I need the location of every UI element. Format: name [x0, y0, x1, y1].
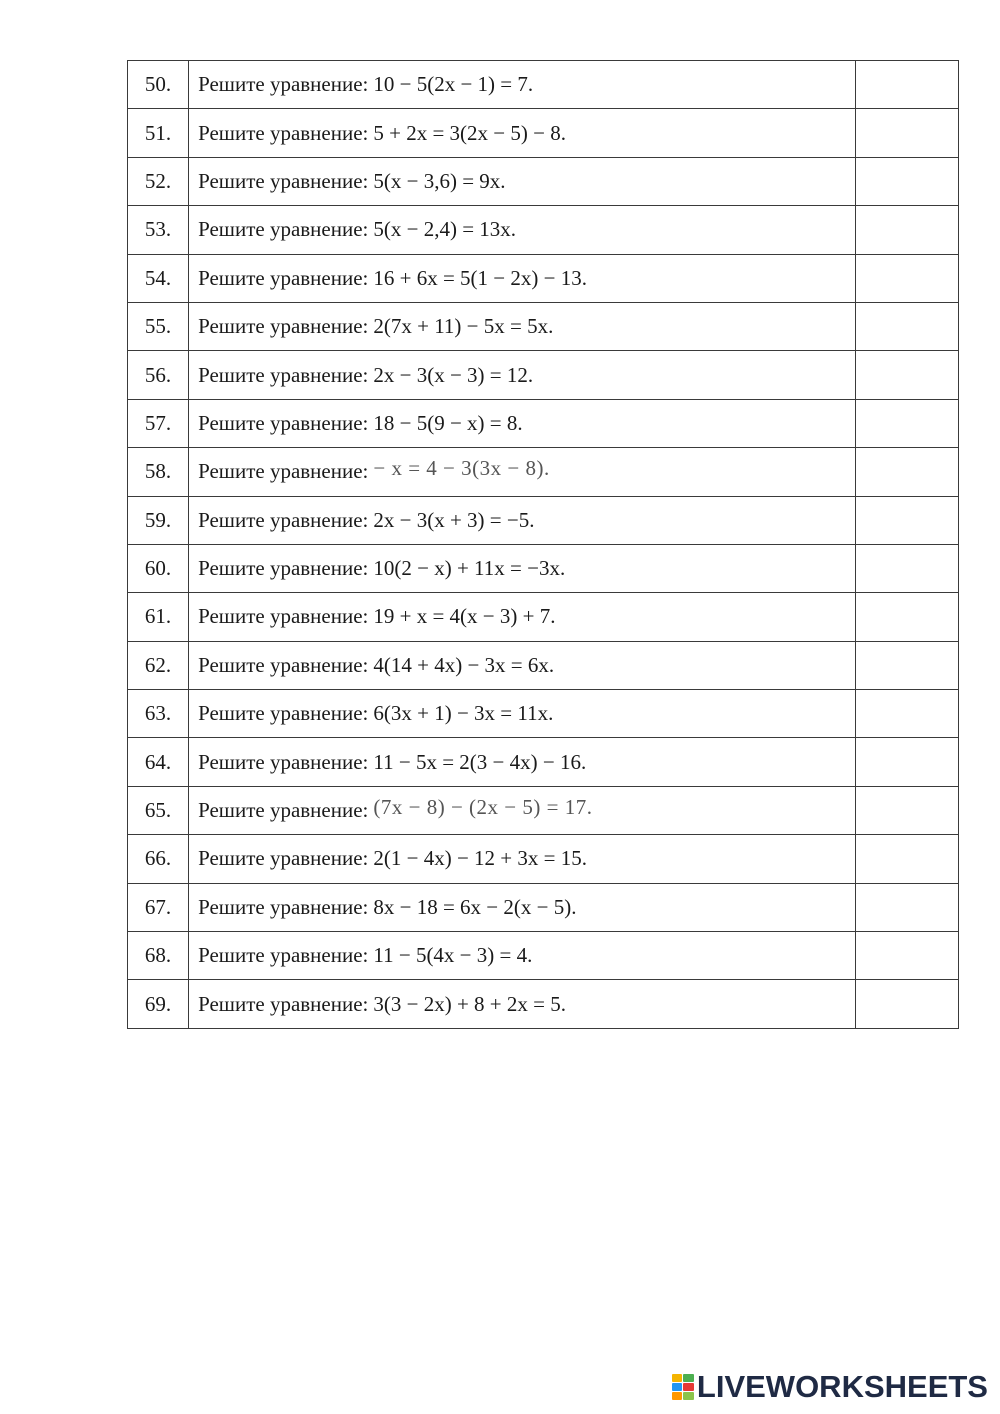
table-row [128, 254, 959, 302]
task-number: 51. [128, 109, 189, 157]
task-number: 60. [128, 544, 189, 592]
table-row [128, 641, 959, 689]
task-number: 63. [128, 690, 189, 738]
task-prefix: Решите уравнение: [198, 556, 369, 581]
task-cell [189, 61, 856, 109]
task-cell [189, 351, 856, 399]
task-prefix: Решите уравнение: [198, 701, 369, 726]
answer-field[interactable] [855, 786, 958, 834]
task-equation: 2(7x + 11) − 5x = 5x. [373, 314, 554, 339]
answer-field[interactable] [855, 399, 958, 447]
task-prefix: Решите уравнение: [198, 604, 369, 629]
task-equation: 2(1 − 4x) − 12 + 3x = 15. [373, 846, 587, 871]
answer-field[interactable] [855, 157, 958, 205]
task-number: 54. [128, 254, 189, 302]
task-cell [189, 835, 856, 883]
table-row [128, 690, 959, 738]
task-number: 62. [128, 641, 189, 689]
task-equation: (7x − 8) − (2x − 5) = 17. [373, 795, 593, 820]
task-number: 69. [128, 980, 189, 1028]
task-cell [189, 738, 856, 786]
task-number: 61. [128, 593, 189, 641]
table-row [128, 399, 959, 447]
task-prefix: Решите уравнение: [198, 265, 369, 290]
table-row [128, 738, 959, 786]
answer-field[interactable] [855, 544, 958, 592]
task-number: 57. [128, 399, 189, 447]
table-row [128, 109, 959, 157]
worksheet-rows [128, 61, 959, 1029]
task-cell [189, 302, 856, 350]
task-cell [189, 932, 856, 980]
liveworksheets-logo-icon [672, 1374, 694, 1400]
task-prefix: Решите уравнение: [198, 846, 369, 871]
answer-field[interactable] [855, 61, 958, 109]
worksheet-table [127, 60, 959, 1029]
answer-field[interactable] [855, 496, 958, 544]
logo-square [683, 1374, 694, 1382]
task-prefix: Решите уравнение: [198, 362, 369, 387]
answer-field[interactable] [855, 641, 958, 689]
task-number: 58. [128, 448, 189, 496]
logo-square [672, 1392, 683, 1400]
task-cell [189, 980, 856, 1028]
logo-square [672, 1374, 683, 1382]
task-number: 68. [128, 932, 189, 980]
liveworksheets-logo [672, 1370, 988, 1404]
task-equation: 10 − 5(2x − 1) = 7. [373, 72, 534, 97]
task-prefix: Решите уравнение: [198, 943, 369, 968]
task-equation: 10(2 − x) + 11x = −3x. [373, 556, 566, 581]
task-prefix: Решите уравнение: [198, 652, 369, 677]
logo-square [672, 1383, 683, 1391]
answer-field[interactable] [855, 835, 958, 883]
task-prefix: Решите уравнение: [198, 314, 369, 339]
table-row [128, 157, 959, 205]
task-equation: 16 + 6x = 5(1 − 2x) − 13. [373, 265, 587, 290]
table-row [128, 835, 959, 883]
task-equation: 5 + 2x = 3(2x − 5) − 8. [373, 120, 566, 145]
task-number: 56. [128, 351, 189, 399]
answer-field[interactable] [855, 593, 958, 641]
task-equation: 6(3x + 1) − 3x = 11x. [373, 701, 554, 726]
answer-field[interactable] [855, 109, 958, 157]
task-prefix: Решите уравнение: [198, 120, 369, 145]
task-prefix: Решите уравнение: [198, 168, 369, 193]
table-row [128, 302, 959, 350]
task-cell [189, 448, 856, 496]
task-equation: 11 − 5x = 2(3 − 4x) − 16. [373, 749, 587, 774]
task-prefix: Решите уравнение: [198, 991, 369, 1016]
table-row [128, 786, 959, 834]
task-prefix: Решите уравнение: [198, 749, 369, 774]
task-number: 64. [128, 738, 189, 786]
task-prefix: Решите уравнение: [198, 217, 369, 242]
table-row [128, 593, 959, 641]
task-cell [189, 883, 856, 931]
task-number: 67. [128, 883, 189, 931]
task-equation: 3(3 − 2x) + 8 + 2x = 5. [373, 991, 566, 1016]
task-equation: 19 + x = 4(x − 3) + 7. [373, 604, 556, 629]
table-row [128, 932, 959, 980]
answer-field[interactable] [855, 254, 958, 302]
task-equation: − x = 4 − 3(3x − 8). [373, 456, 550, 481]
table-row [128, 883, 959, 931]
task-number: 53. [128, 206, 189, 254]
answer-field[interactable] [855, 883, 958, 931]
table-row [128, 980, 959, 1028]
task-prefix: Решите уравнение: [198, 894, 369, 919]
task-cell [189, 544, 856, 592]
answer-field[interactable] [855, 351, 958, 399]
task-cell [189, 157, 856, 205]
task-cell [189, 593, 856, 641]
task-equation: 18 − 5(9 − x) = 8. [373, 410, 523, 435]
answer-field[interactable] [855, 932, 958, 980]
answer-field[interactable] [855, 690, 958, 738]
task-prefix: Решите уравнение: [198, 459, 369, 484]
task-cell [189, 109, 856, 157]
answer-field[interactable] [855, 738, 958, 786]
table-row [128, 544, 959, 592]
answer-field[interactable] [855, 980, 958, 1028]
task-equation: 11 − 5(4x − 3) = 4. [373, 943, 533, 968]
task-equation: 8x − 18 = 6x − 2(x − 5). [373, 894, 577, 919]
task-number: 66. [128, 835, 189, 883]
task-cell [189, 496, 856, 544]
answer-field[interactable] [855, 302, 958, 350]
task-prefix: Решите уравнение: [198, 72, 369, 97]
task-cell [189, 786, 856, 834]
task-prefix: Решите уравнение: [198, 410, 369, 435]
task-prefix: Решите уравнение: [198, 507, 369, 532]
table-row [128, 496, 959, 544]
task-equation: 5(x − 3,6) = 9x. [373, 168, 506, 193]
task-cell [189, 254, 856, 302]
table-row [128, 351, 959, 399]
task-prefix: Решите уравнение: [198, 798, 369, 823]
task-number: 65. [128, 786, 189, 834]
logo-text: LIVEWORKSHEETS [696, 1369, 988, 1404]
task-equation: 2x − 3(x − 3) = 12. [373, 362, 534, 387]
task-equation: 2x − 3(x + 3) = −5. [373, 507, 535, 532]
task-cell [189, 690, 856, 738]
task-equation: 5(x − 2,4) = 13x. [373, 217, 517, 242]
table-row [128, 448, 959, 496]
task-cell [189, 206, 856, 254]
task-cell [189, 399, 856, 447]
answer-field[interactable] [855, 448, 958, 496]
task-number: 50. [128, 61, 189, 109]
table-row [128, 61, 959, 109]
task-equation: 4(14 + 4x) − 3x = 6x. [373, 652, 555, 677]
table-row [128, 206, 959, 254]
task-number: 55. [128, 302, 189, 350]
task-number: 52. [128, 157, 189, 205]
logo-square [683, 1383, 694, 1391]
answer-field[interactable] [855, 206, 958, 254]
logo-square [683, 1392, 694, 1400]
task-cell [189, 641, 856, 689]
task-number: 59. [128, 496, 189, 544]
